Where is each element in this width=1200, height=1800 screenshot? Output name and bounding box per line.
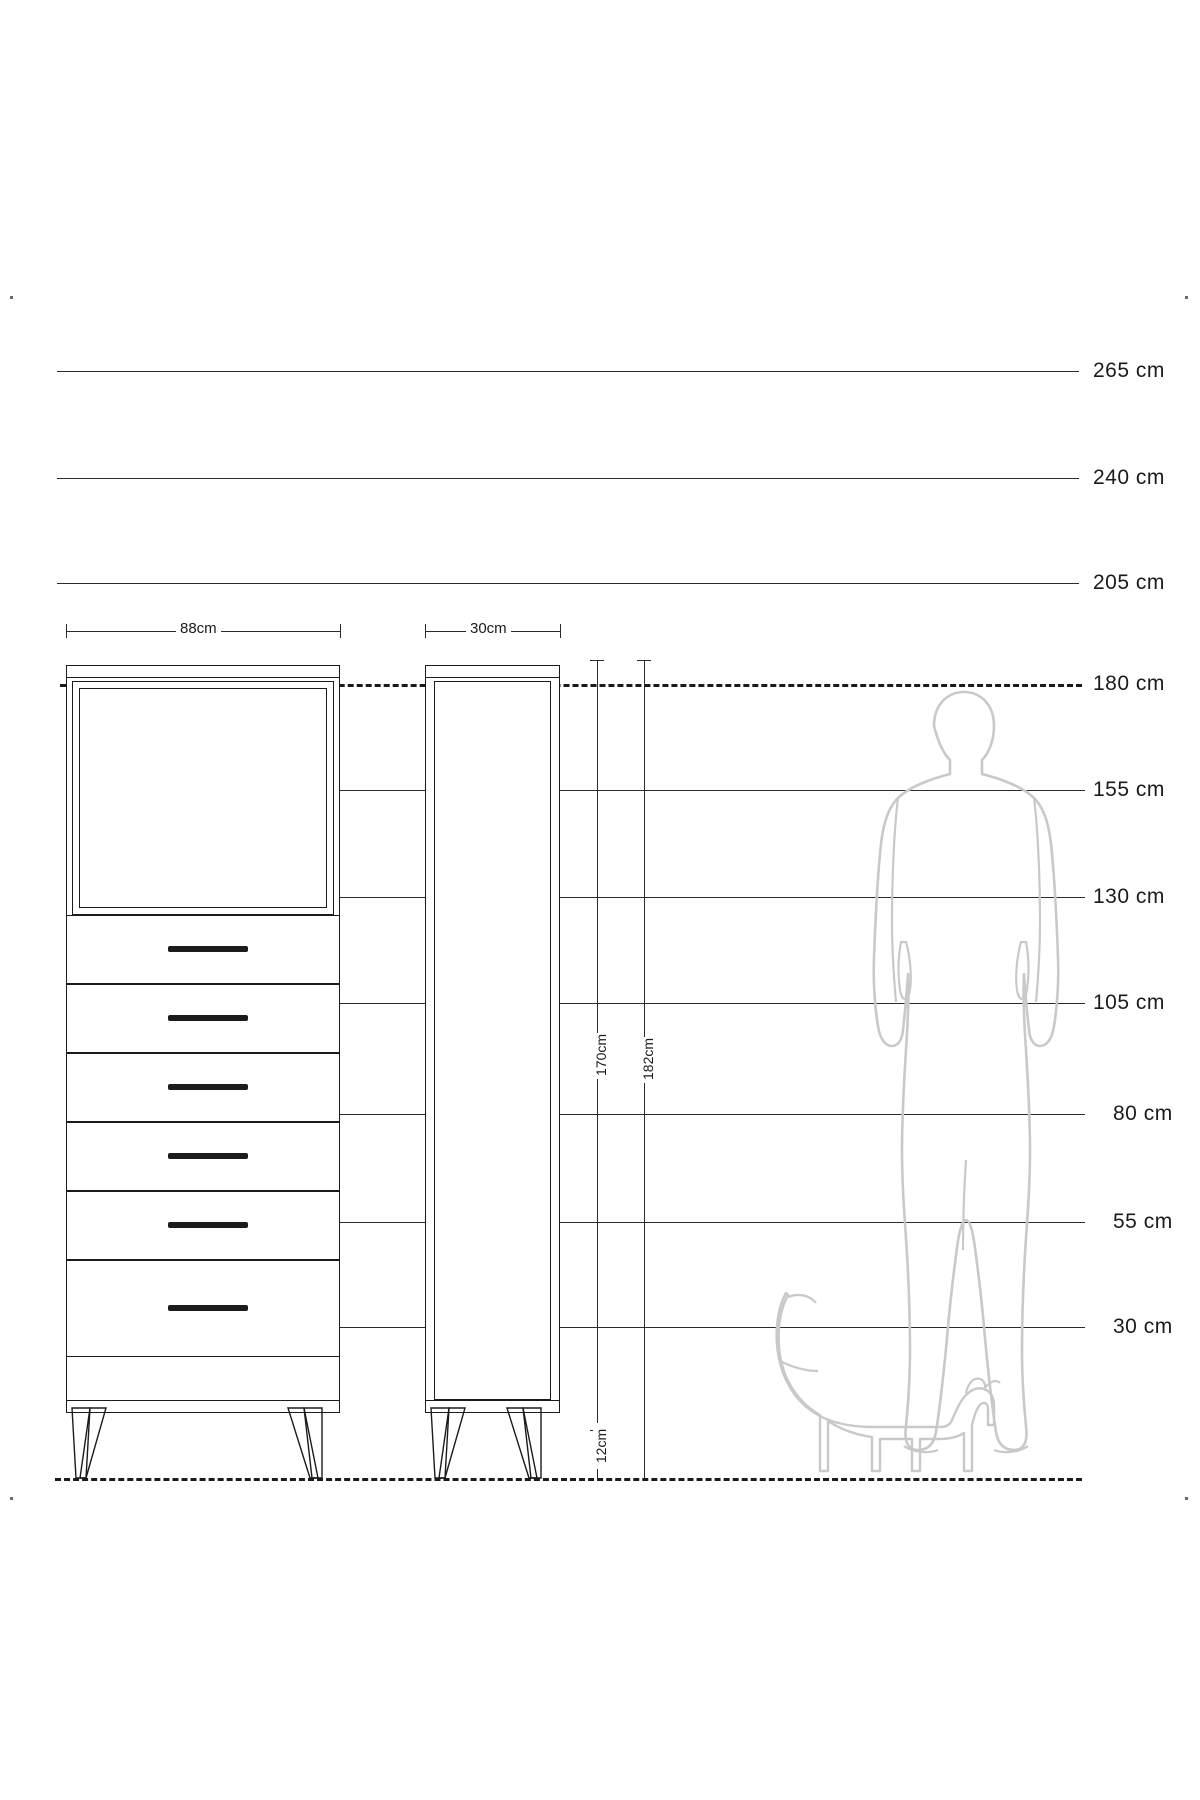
sideboard-drawer-handle-5 <box>168 1222 248 1228</box>
registration-dot-bottom-right <box>1185 1497 1188 1500</box>
width-dimension-label-88: 88cm <box>176 620 221 637</box>
scale-label-205: 205 cm <box>1093 571 1165 594</box>
width-dimension-label-30: 30cm <box>466 620 511 637</box>
scale-label-265: 265 cm <box>1093 359 1165 382</box>
sideboard-drawer-handle-2 <box>168 1015 248 1021</box>
scale-label-180: 180 cm <box>1093 672 1165 695</box>
width-dimension-cap-right-88 <box>340 624 341 638</box>
scale-label-30: 30 cm <box>1113 1315 1173 1338</box>
scale-label-240: 240 cm <box>1093 466 1165 489</box>
sideboard-legs <box>60 1408 350 1488</box>
tall-cabinet-top-cap <box>425 665 560 678</box>
sideboard-drawer-handle-6 <box>168 1305 248 1311</box>
tall-cabinet-door-panel <box>434 681 551 1400</box>
registration-dot-bottom-left <box>10 1497 13 1500</box>
height-dimension-cap-top-182 <box>637 660 651 661</box>
sideboard-drawer-handle-1 <box>168 946 248 952</box>
scale-line-205 <box>57 583 1079 584</box>
width-dimension-cap-left-30 <box>425 624 426 638</box>
sideboard-upper-compartment-inner <box>79 688 327 908</box>
scale-line-265 <box>57 371 1079 372</box>
scale-label-80: 80 cm <box>1113 1102 1173 1125</box>
height-dimension-label-182: 182cm <box>640 1037 656 1083</box>
height-dimension-label-12: 12cm <box>593 1423 609 1469</box>
registration-dot-top-left <box>10 296 13 299</box>
scale-label-130: 130 cm <box>1093 885 1165 908</box>
height-dimension-label-170: 170cm <box>593 1033 609 1079</box>
scale-label-155: 155 cm <box>1093 778 1165 801</box>
scale-line-240 <box>57 478 1079 479</box>
sideboard-top-cap <box>66 665 340 678</box>
registration-dot-top-right <box>1185 296 1188 299</box>
scale-label-55: 55 cm <box>1113 1210 1173 1233</box>
width-dimension-cap-left-88 <box>66 624 67 638</box>
cat-silhouette <box>770 1275 1020 1485</box>
sideboard-drawer-handle-4 <box>168 1153 248 1159</box>
tall-cabinet-legs <box>419 1408 569 1488</box>
width-dimension-cap-right-30 <box>560 624 561 638</box>
scale-label-105: 105 cm <box>1093 991 1165 1014</box>
sideboard-drawer-handle-3 <box>168 1084 248 1090</box>
height-dimension-cap-top-170 <box>590 660 604 661</box>
